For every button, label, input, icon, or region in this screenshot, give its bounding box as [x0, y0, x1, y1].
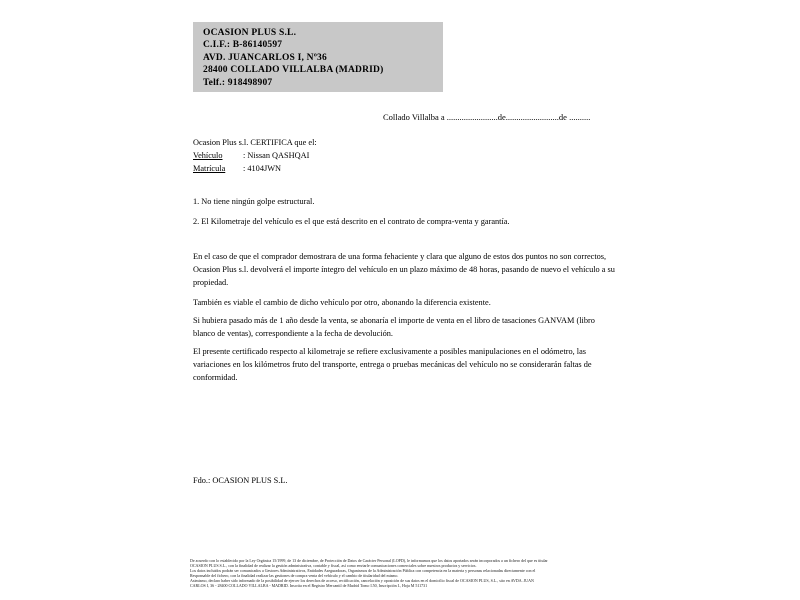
legal-line-1: De acuerdo con lo establecido por la Ley Orgánica 15/1999, de 13 de diciembre, de Protección de Datos de Carácter Personal (LOPD), le informamos que los datos aportados serán incorporados a un fichero del que es titular	[190, 559, 548, 563]
legal-line-5: Asimismo, declaro haber sido informado de la posibilidad de ejercer los derechos de acceso, rectificación, cancelación y oposición de sus datos en el domicilio fiscal de OCASIÓN PLUS, S.L., sito en AVDA. JUAN	[190, 578, 534, 583]
date-line: Collado Villalba a ........................de.........................de ..........	[383, 112, 591, 122]
company-phone: Telf.: 918498907	[203, 77, 273, 88]
certified-points	[193, 195, 617, 228]
legal-footer	[190, 559, 620, 588]
company-cif: C.I.F.: B-86140597	[203, 40, 283, 51]
paragraph-refund: En el caso de que el comprador demostrara de una forma fehaciente y clara que alguno de estos dos puntos no son correctos, Ocasion Plus s.l. devolverá el importe íntegro del vehículo en un plazo máximo de 48 horas, pasando de nuevo el vehículo a su propiedad.	[193, 252, 615, 287]
point-1: 1. No tiene ningún golpe estructural.	[193, 197, 315, 206]
vehicle-label: Vehículo	[193, 151, 223, 160]
company-address: AVD. JUANCARLOS I, Nº36	[203, 52, 327, 63]
paragraph-ganvam: Si hubiera pasado más de 1 año desde la venta, se abonaría el importe de venta en el libro de tasaciones GANVAM (libro blanco de ventas), correspondiente a la fecha de devolución.	[193, 316, 595, 338]
point-2: 2. El Kilometraje del vehículo es el que está descrito en el contrato de compra-venta y garantía.	[193, 217, 510, 226]
letterhead-block	[193, 22, 443, 92]
company-name: OCASION PLUS S.L.	[203, 28, 297, 38]
company-city: 28400 COLLADO VILLALBA (MADRID)	[203, 65, 384, 76]
signature-line: Fdo.: OCASION PLUS S.L.	[193, 476, 288, 485]
vehicle-line	[193, 149, 617, 162]
paragraph-odometer: El presente certificado respecto al kilometraje se refiere exclusivamente a posibles manipulaciones en el odómetro, las variaciones en los kilómetros fruto del transporte, entrega o pruebas mecánicas del vehículo no se considerarán faltas de conformidad.	[193, 347, 592, 382]
paragraph-exchange: También es viable el cambio de dicho vehículo por otro, abonando la diferencia existente.	[193, 298, 491, 307]
vehicle-value: : Nissan QASHQAI	[243, 151, 310, 160]
legal-line-3: Los datos incluidos podrán ser comunicados a Gestores Administrativos, Entidades Aseguradoras, Organismos de la Administración Pública con competencia en la materia y personas relacionadas directamente con el	[190, 568, 536, 573]
terms-paragraphs	[193, 250, 617, 384]
plate-line	[193, 162, 617, 175]
certificate-body	[193, 136, 617, 391]
certify-intro: Ocasion Plus s.l. CERTIFICA que el:	[193, 138, 317, 147]
plate-label: Matrícula	[193, 164, 226, 173]
legal-line-6: CARLOS I, 36 - 28400 COLLADO VILLALBA - MADRID. Inscrita en el Registro Mercantil de Madrid Tomo I.50, Inscripción I., Hoja M 511731	[190, 583, 428, 588]
legal-line-2: OCASIÓN PLUS S.L., con la finalidad de realizar la gestión administrativa, contable y fiscal, así como enviarle comunicaciones comerciales sobre nuestros productos y servicios.	[190, 563, 477, 568]
legal-line-4: Responsable del fichero, con la finalidad realizar las gestiones de compra venta del vehículo y el cambio de titularidad del mismo.	[190, 573, 399, 578]
plate-value: : 4104JWN	[243, 164, 282, 173]
